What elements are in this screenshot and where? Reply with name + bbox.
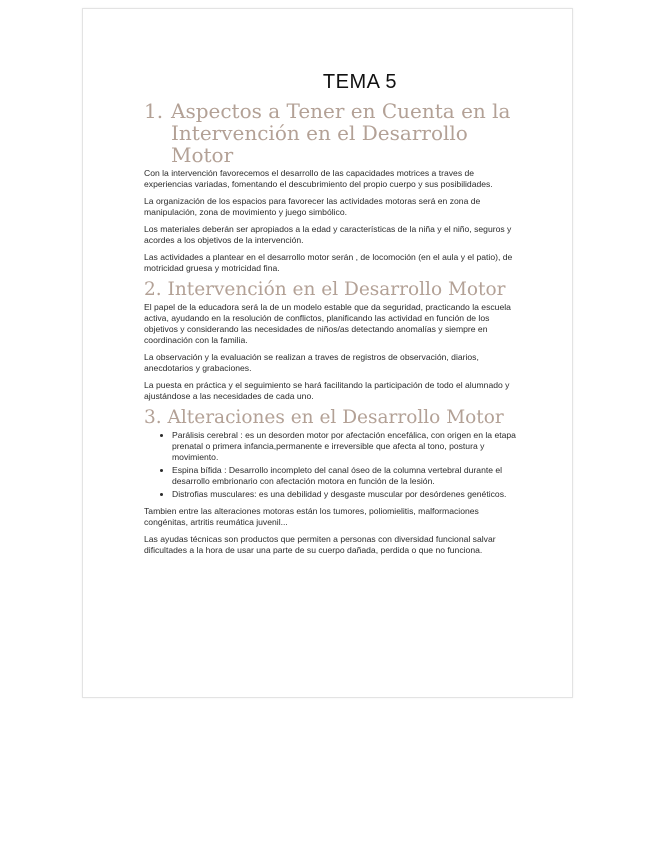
paragraph: Tambien entre las alteraciones motoras están los tumores, poliomielitis, malformaciones congénitas, artritis reumática juvenil...	[144, 506, 479, 527]
document-page	[82, 8, 573, 698]
section-1-heading	[144, 100, 516, 166]
page-content	[144, 67, 516, 562]
section-2-heading: 2. Intervención en el Desarrollo Motor	[144, 279, 506, 300]
alterations-list	[144, 430, 516, 500]
section-3-heading: 3. Alteraciones en el Desarrollo Motor	[144, 407, 504, 428]
paragraph: Los materiales deberán ser apropiados a la edad y características de la niña y el niño, seguros y acordes a los objetivos de la intervención.	[144, 224, 512, 245]
list-item: • Distrofias musculares: es una debilidad y desgaste muscular por desórdenes genéticos.	[172, 489, 516, 500]
list-item: • Parálisis cerebral : es un desorden motor por afectación encefálica, con origen en la etapa prenatal o primera infancia,permanente e irreversible que afecta al tono, postura y movimiento.	[172, 430, 516, 463]
section-1-number: 1.	[144, 99, 164, 123]
section-1-heading-text: Aspectos a Tener en Cuenta en la Intervención en el Desarrollo Motor	[171, 99, 511, 167]
list-item: • Espina bífida : Desarrollo incompleto del canal óseo de la columna vertebral durante el desarrollo embrionario con afectación motora en función de la lesión.	[172, 465, 516, 487]
paragraph: La organización de los espacios para favorecer las actividades motoras será en zona de manipulación, zona de movimiento y juego simbólico.	[144, 196, 481, 217]
paragraph: Las actividades a plantear en el desarrollo motor serán , de locomoción (en el aula y el patio), de motricidad gruesa y motricidad fina.	[144, 252, 513, 273]
paragraph: Con la intervención favorecemos el desarrollo de las capacidades motrices a traves de experiencias variadas, fomentando el descubrimiento del propio cuerpo y sus posibilidades.	[144, 168, 493, 189]
paragraph: Las ayudas técnicas son productos que permiten a personas con diversidad funcional salvar dificultades a la hora de usar una parte de su cuerpo dañada, perdida o que no funciona.	[144, 534, 496, 555]
paragraph: El papel de la educadora será la de un modelo estable que da seguridad, practicando la escuela activa, ayudando en la resolución de conflictos, planificando las actividad en función de los objetivos y considerando las necesidades de niños/as detectando anomalías y siempre en coordinación con la familia.	[144, 302, 511, 345]
paragraph: La puesta en práctica y el seguimiento se hará facilitando la participación de todo el alumnado y ajustándose a las necesidades de cada uno.	[144, 380, 510, 401]
document-title: TEMA 5	[322, 71, 398, 93]
paragraph: La observación y la evaluación se realizan a traves de registros de observación, diarios, anecdotarios y grabaciones.	[144, 352, 479, 373]
